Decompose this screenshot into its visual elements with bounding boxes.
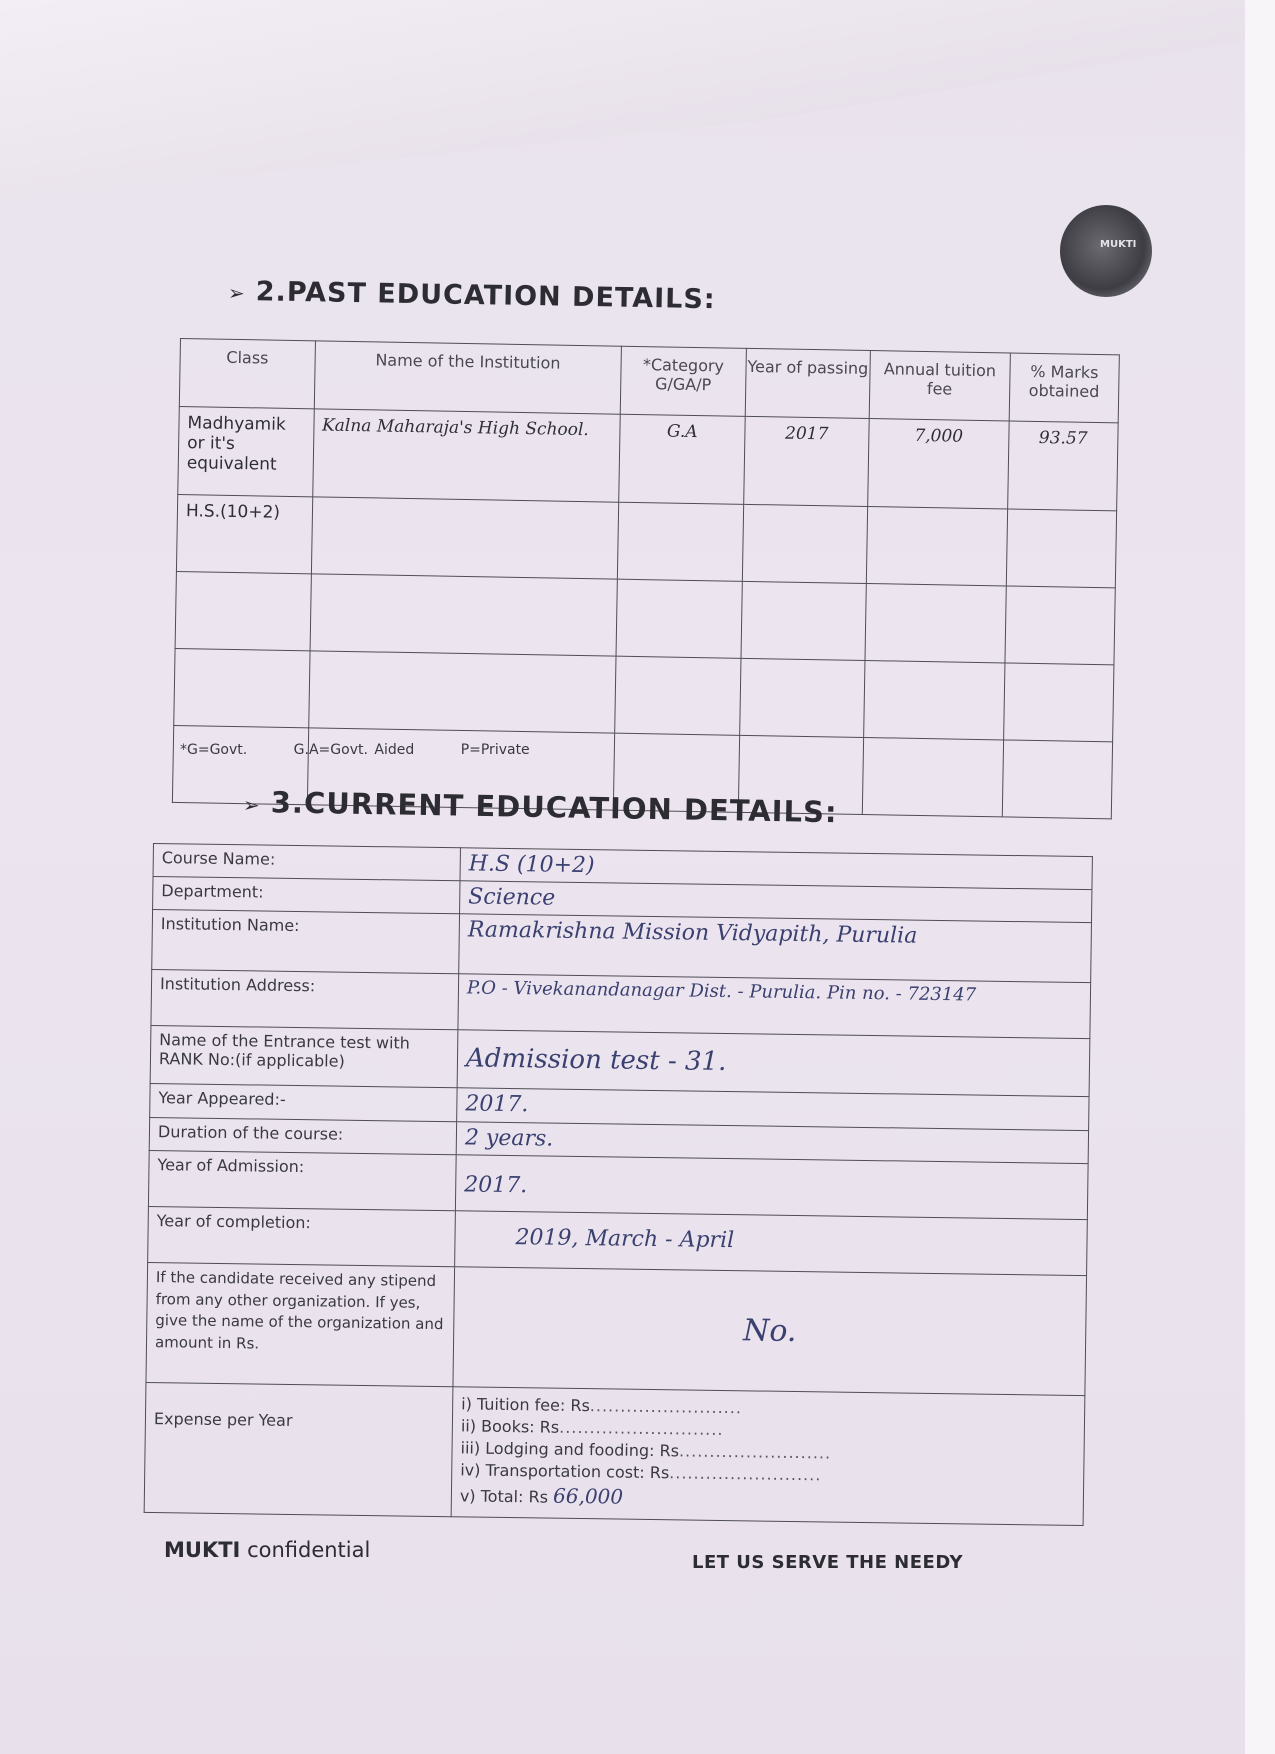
value-year-completion: 2019, March - April bbox=[455, 1211, 1088, 1276]
cell-marks bbox=[1006, 509, 1117, 588]
cell-class bbox=[175, 571, 311, 650]
value-course-name: H.S (10+2) bbox=[460, 848, 1092, 890]
legend-govt: *G=Govt. bbox=[180, 742, 248, 758]
past-heading-text: 2.PAST EDUCATION DETAILS: bbox=[255, 276, 716, 316]
past-education-heading bbox=[228, 276, 716, 316]
label-duration: Duration of the course: bbox=[149, 1117, 456, 1154]
cell-marks bbox=[1003, 663, 1114, 742]
current-education-table bbox=[144, 843, 1093, 1526]
cell-fee bbox=[866, 507, 1007, 586]
header-fee: Annual tuition fee bbox=[869, 351, 1010, 421]
label-year-admission: Year of Admission: bbox=[148, 1150, 456, 1210]
value-year-admission: 2017. bbox=[455, 1155, 1088, 1220]
arrow-bullet-icon: ➢ bbox=[227, 280, 246, 306]
cell-category bbox=[617, 502, 743, 581]
expense-transport: iv) Transportation cost: Rs......................... bbox=[460, 1460, 822, 1485]
cell-marks: 93.57 bbox=[1007, 421, 1118, 511]
mukti-logo bbox=[1060, 205, 1152, 297]
cell-year: 2017 bbox=[743, 416, 869, 506]
value-institution-address: P.O - Vivekanandanagar Dist. - Purulia. Pin no. - 723147 bbox=[458, 974, 1091, 1039]
cell-year bbox=[739, 658, 865, 737]
cell-institution bbox=[308, 651, 616, 733]
label-entrance-test: Name of the Entrance test with RANK No:(if applicable) bbox=[150, 1026, 458, 1088]
expense-total: v) Total: Rs 66,000 bbox=[459, 1483, 624, 1509]
cell-marks bbox=[1002, 740, 1113, 819]
table-row bbox=[144, 1382, 1085, 1525]
header-year: Year of passing bbox=[745, 348, 871, 418]
footer-confidential bbox=[164, 1538, 370, 1562]
cell-fee bbox=[864, 661, 1005, 740]
legend-private: P=Private bbox=[460, 742, 530, 758]
expense-breakdown bbox=[451, 1386, 1085, 1525]
footer-confidential-text: confidential bbox=[247, 1538, 371, 1562]
value-stipend: No. bbox=[453, 1267, 1087, 1396]
label-expense: Expense per Year bbox=[144, 1382, 453, 1516]
cell-institution: Kalna Maharaja's High School. bbox=[312, 409, 620, 502]
header-marks: % Marks obtained bbox=[1009, 353, 1119, 423]
cell-year bbox=[742, 504, 868, 583]
cell-year bbox=[741, 581, 867, 660]
table-row bbox=[178, 406, 1118, 510]
cell-institution bbox=[311, 497, 619, 579]
header-class: Class bbox=[179, 339, 315, 409]
cell-marks bbox=[1005, 586, 1116, 665]
header-category: *Category G/GA/P bbox=[620, 346, 746, 416]
cell-fee: 7,000 bbox=[868, 419, 1009, 509]
cell-category bbox=[616, 579, 742, 658]
cell-class bbox=[174, 648, 310, 727]
label-institution-address: Institution Address: bbox=[151, 970, 459, 1030]
value-institution-name: Ramakrishna Mission Vidyapith, Purulia bbox=[459, 914, 1092, 983]
header-institution: Name of the Institution bbox=[314, 341, 622, 414]
label-course-name: Course Name: bbox=[153, 844, 460, 881]
category-legend bbox=[180, 742, 570, 758]
value-entrance-test: Admission test - 31. bbox=[457, 1030, 1090, 1097]
label-department: Department: bbox=[153, 877, 460, 914]
page-edge bbox=[1245, 0, 1275, 1754]
table-row bbox=[146, 1262, 1087, 1395]
cell-category bbox=[615, 656, 741, 735]
label-institution-name: Institution Name: bbox=[152, 910, 460, 974]
expense-total-value: 66,000 bbox=[552, 1483, 624, 1509]
label-stipend: If the candidate received any stipend from any other organization. If yes, give the name of the organization and amount in Rs. bbox=[146, 1262, 455, 1386]
cell-institution bbox=[310, 574, 618, 656]
value-department: Science bbox=[460, 881, 1092, 923]
expense-lodging: iii) Lodging and fooding: Rs......................... bbox=[460, 1438, 832, 1463]
cell-fee bbox=[862, 737, 1003, 816]
value-year-appeared: 2017. bbox=[457, 1088, 1089, 1130]
value-duration: 2 years. bbox=[456, 1121, 1088, 1163]
cell-category: G.A bbox=[619, 414, 745, 504]
arrow-bullet-icon: ➢ bbox=[242, 792, 261, 818]
cell-class: H.S.(10+2) bbox=[176, 494, 312, 573]
footer-brand: MUKTI bbox=[164, 1538, 241, 1562]
label-year-appeared: Year Appeared:- bbox=[150, 1084, 457, 1121]
expense-books: ii) Books: Rs........................... bbox=[460, 1416, 724, 1439]
current-heading-text: 3.CURRENT EDUCATION DETAILS: bbox=[270, 785, 838, 830]
expense-tuition: i) Tuition fee: Rs......................... bbox=[461, 1394, 743, 1418]
label-year-completion: Year of completion: bbox=[148, 1206, 456, 1266]
cell-class: Madhyamik or it's equivalent bbox=[178, 406, 314, 496]
footer-slogan: LET US SERVE THE NEEDY bbox=[692, 1552, 963, 1573]
logo-text: MUKTI bbox=[1100, 239, 1137, 250]
page-fold-shadow bbox=[0, 0, 1275, 200]
cell-fee bbox=[865, 584, 1006, 663]
legend-govt-aided: G.A=Govt. Aided bbox=[293, 742, 415, 758]
